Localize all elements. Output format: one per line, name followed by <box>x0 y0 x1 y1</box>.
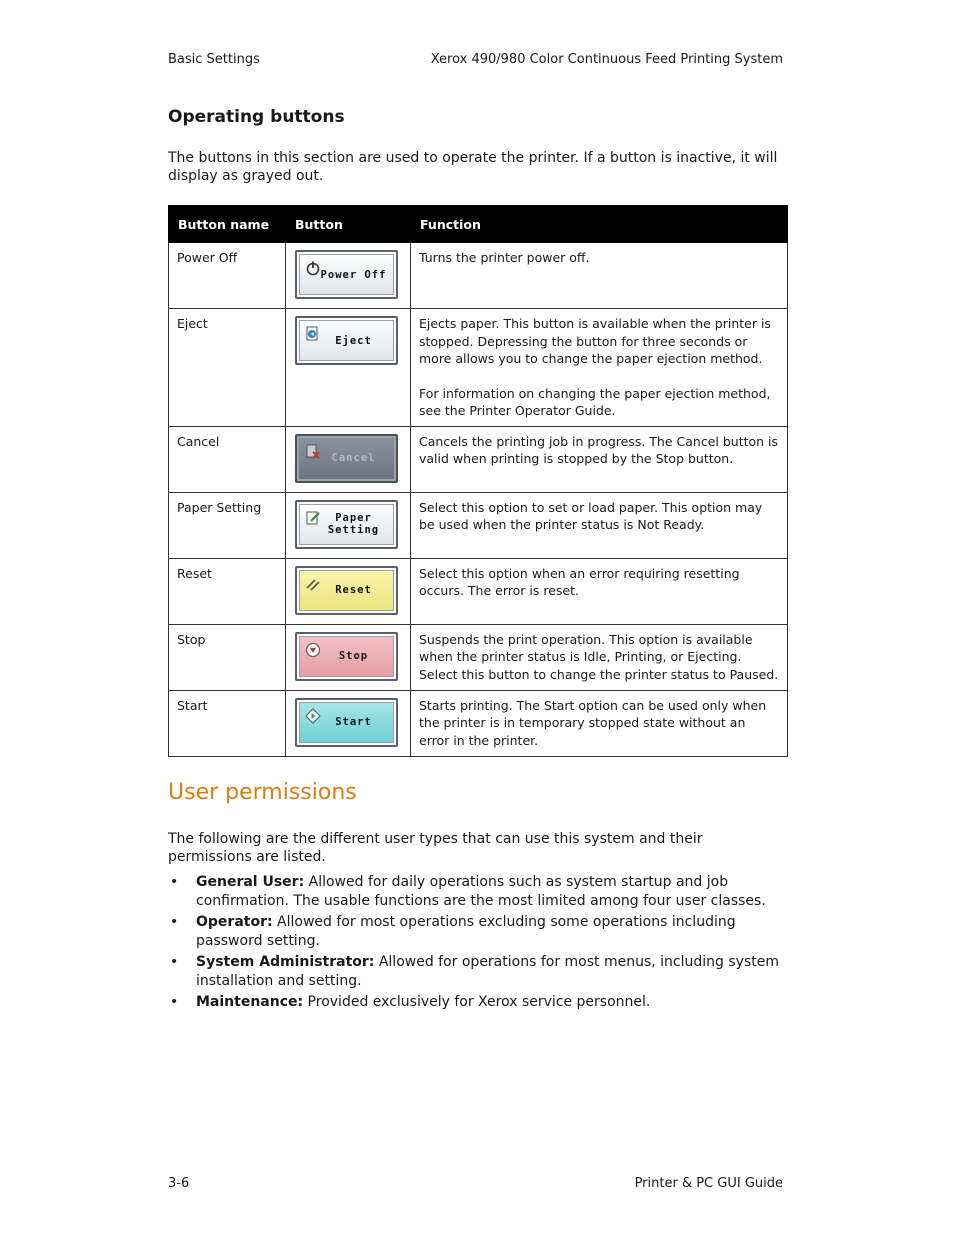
function-text: Select this option to set or load paper. This option may be used when the printer status is Not Ready. <box>419 499 763 532</box>
function-cell <box>411 492 788 558</box>
function-text: Select this option when an error requiring resetting occurs. The error is reset. <box>419 565 740 598</box>
table-row <box>169 309 788 427</box>
table-row <box>169 243 788 309</box>
eject-button-image <box>295 316 398 365</box>
button-image-cell <box>286 309 411 427</box>
user-type-description: Allowed for daily operations such as system startup and job confirmation. The usable functions are the most limited among four user classes. <box>196 874 766 909</box>
button-name-cell: Eject <box>169 309 286 427</box>
user-type-description: Provided exclusively for Xerox service personnel. <box>303 994 651 1010</box>
function-text: For information on changing the paper ejection method, see the Printer Operator Guide. <box>419 385 771 418</box>
table-header-row <box>169 206 788 243</box>
user-permissions-list <box>168 873 788 1015</box>
page-number: 3-6 <box>168 1176 190 1191</box>
user-type-term: General User: <box>196 874 305 890</box>
stop-button-image <box>295 632 398 681</box>
button-name-cell: Start <box>169 690 286 756</box>
table-row <box>169 558 788 624</box>
user-type-description: Allowed for operations for most menus, including system installation and setting. <box>196 954 779 989</box>
user-permissions-intro: The following are the different user types that can use this system and their permissions are listed. <box>168 831 703 865</box>
reset-icon <box>305 576 321 592</box>
list-item <box>168 953 788 990</box>
button-image-label: Power Off <box>320 268 387 281</box>
button-image-cell <box>286 243 411 309</box>
bullet-icon: • <box>170 874 179 890</box>
cancel-icon <box>305 444 321 460</box>
button-name-cell: Stop <box>169 624 286 690</box>
function-cell <box>411 426 788 492</box>
user-permissions-heading: User permissions <box>168 780 357 805</box>
section-title: Operating buttons <box>168 107 345 127</box>
function-text: Turns the printer power off. <box>419 250 590 265</box>
paper-setting-icon <box>305 510 321 526</box>
button-name-cell: Cancel <box>169 426 286 492</box>
button-image-cell <box>286 690 411 756</box>
operating-buttons-table <box>168 205 788 757</box>
button-image-cell <box>286 624 411 690</box>
user-type-description: Allowed for most operations excluding some operations including password setting. <box>196 914 736 949</box>
table-row <box>169 426 788 492</box>
button-image-label: Start <box>335 716 372 728</box>
function-text: Suspends the print operation. This option is available when the printer status is Idle, Printing, or Ejecting. Select this button to change the printer status to Paused. <box>419 631 779 682</box>
table-row <box>169 690 788 756</box>
function-cell <box>411 690 788 756</box>
eject-icon <box>305 326 321 342</box>
button-image-cell <box>286 558 411 624</box>
button-name-cell: Reset <box>169 558 286 624</box>
stop-icon <box>305 642 321 658</box>
table-row <box>169 624 788 690</box>
function-text: Cancels the printing job in progress. The Cancel button is valid when printing is stopped by the Stop button. <box>419 433 779 466</box>
bullet-icon: • <box>170 914 179 930</box>
power-icon <box>305 260 321 276</box>
bullet-icon: • <box>170 954 179 970</box>
function-text: Starts printing. The Start option can be used only when the printer is in temporary stopped state without an error in the printer. <box>419 697 767 748</box>
button-image-label: Eject <box>335 334 372 347</box>
button-image-label: Paper Setting <box>327 512 380 536</box>
button-image-label: Reset <box>335 584 372 596</box>
paper-setting-button-image <box>295 500 398 549</box>
button-image-cell <box>286 426 411 492</box>
function-cell <box>411 624 788 690</box>
button-image-cell <box>286 492 411 558</box>
button-name-cell: Paper Setting <box>169 492 286 558</box>
function-text: Ejects paper. This button is available when the printer is stopped. Depressing the button for three seconds or more allows you to change the paper ejection method. <box>419 316 771 366</box>
list-item <box>168 993 788 1012</box>
table-row <box>169 492 788 558</box>
start-icon <box>305 708 321 724</box>
reset-button-image <box>295 566 398 615</box>
button-image-label: Cancel <box>331 452 376 464</box>
column-header-button-name: Button name <box>169 206 286 243</box>
list-item <box>168 913 788 950</box>
button-name-cell: Power Off <box>169 243 286 309</box>
function-cell <box>411 558 788 624</box>
power-off-button-image <box>295 250 398 299</box>
list-item <box>168 873 788 910</box>
function-cell <box>411 309 788 427</box>
user-type-term: Operator: <box>196 914 273 930</box>
running-header-title: Xerox 490/980 Color Continuous Feed Printing System <box>430 52 783 67</box>
button-image-label: Stop <box>338 650 369 662</box>
function-cell <box>411 243 788 309</box>
start-button-image <box>295 698 398 747</box>
user-type-term: Maintenance: <box>196 994 304 1010</box>
bullet-icon: • <box>170 994 179 1010</box>
section-intro: The buttons in this section are used to operate the printer. If a button is inactive, it will display as grayed out. <box>168 150 778 184</box>
running-header-section: Basic Settings <box>168 52 260 67</box>
user-type-term: System Administrator: <box>196 954 375 970</box>
cancel-button-image <box>295 434 398 483</box>
column-header-function: Function <box>411 206 788 243</box>
column-header-button: Button <box>286 206 411 243</box>
running-footer-title: Printer & PC GUI Guide <box>634 1176 783 1191</box>
